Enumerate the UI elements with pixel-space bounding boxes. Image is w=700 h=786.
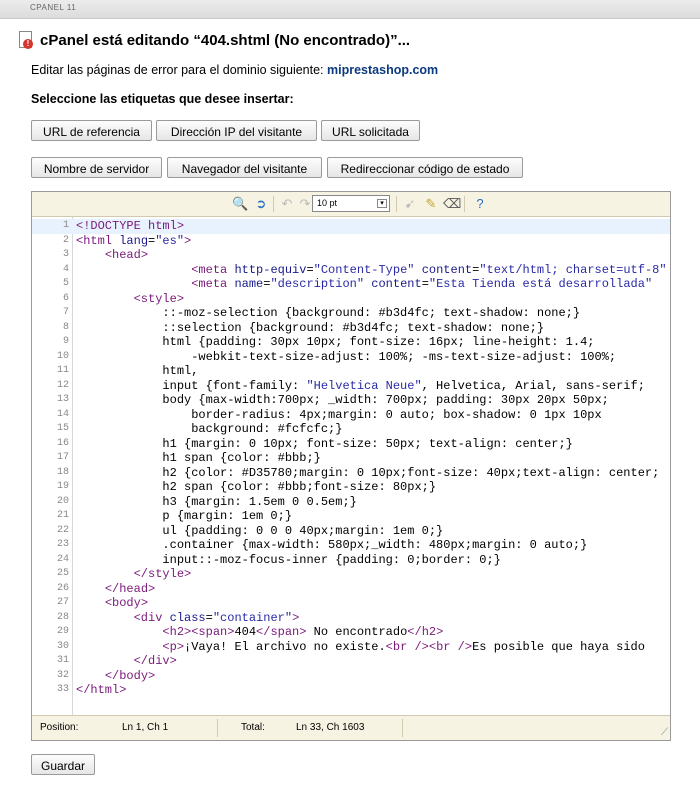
search-icon[interactable]: 🔍 xyxy=(232,196,249,211)
line-number: 16 xyxy=(56,437,69,449)
code-text: h2 span {color: #bbb;font-size: 80px;} xyxy=(76,480,437,494)
domain-description-text: Editar las páginas de error para el dominio siguiente: xyxy=(31,63,324,77)
code-text: input {font-family: "Helvetica Neue", Helvetica, Arial, sans-serif; xyxy=(76,378,645,393)
help-icon[interactable]: ? xyxy=(476,196,484,211)
domain-description xyxy=(31,63,438,77)
code-line xyxy=(32,538,670,553)
url-reference-button[interactable]: URL de referencia xyxy=(31,120,152,141)
code-line xyxy=(32,437,670,452)
goto-line-icon[interactable]: ➲ xyxy=(255,196,267,211)
code-text: <!DOCTYPE html> xyxy=(76,219,185,233)
line-number: 7 xyxy=(62,307,69,318)
code-line xyxy=(32,640,670,655)
code-text: border-radius: 4px;margin: 0 auto; box-shadow: 0 1px 10px xyxy=(76,407,602,422)
line-number: 19 xyxy=(56,481,69,492)
code-text: -webkit-text-size-adjust: 100%; -ms-text-size-adjust: 100%; xyxy=(76,349,617,364)
code-text: ::-moz-selection {background: #b3d4fc; text-shadow: none;} xyxy=(76,306,581,320)
redirect-status-button[interactable]: Redireccionar código de estado xyxy=(327,157,523,178)
line-number: 20 xyxy=(56,495,69,507)
line-number: 29 xyxy=(56,626,69,637)
code-text: ::selection {background: #b3d4fc; text-shadow: none;} xyxy=(76,320,545,335)
code-line xyxy=(32,393,670,408)
code-line xyxy=(32,582,670,597)
code-line xyxy=(32,263,670,278)
line-number: 23 xyxy=(56,539,69,550)
total-label: Total: xyxy=(241,722,265,733)
code-line xyxy=(32,509,670,524)
line-number: 8 xyxy=(62,321,69,333)
line-number: 28 xyxy=(56,611,69,623)
code-line xyxy=(32,248,670,263)
select-tags-heading: Seleccione las etiquetas que desee insertar: xyxy=(31,92,294,106)
code-text: <p>¡Vaya! El archivo no existe.<br /><br />Es posible que haya sido xyxy=(162,639,645,654)
line-number: 22 xyxy=(56,524,69,536)
code-line xyxy=(32,654,670,669)
code-text: body {max-width:700px; _width: 700px; padding: 30px 20px 50px; xyxy=(76,393,609,407)
code-text: input::-moz-focus-inner {padding: 0;border: 0;} xyxy=(76,552,501,567)
line-number: 13 xyxy=(56,394,69,405)
code-text: h1 span {color: #bbb;} xyxy=(76,451,321,465)
code-editor[interactable] xyxy=(31,191,671,741)
line-number: 15 xyxy=(56,423,69,434)
code-line xyxy=(32,219,670,234)
line-number: 32 xyxy=(56,669,69,681)
line-number: 25 xyxy=(56,568,69,579)
domain-name: miprestashop.com xyxy=(327,63,439,77)
page-title-row xyxy=(18,31,410,49)
visitor-ip-button[interactable]: Dirección IP del visitante xyxy=(156,120,317,141)
line-number: 6 xyxy=(62,292,69,304)
code-text: <div class="container"> xyxy=(133,610,300,625)
code-line xyxy=(32,480,670,495)
code-text: <meta http-equiv="Content-Type" content="text/html; charset=utf-8" xyxy=(191,262,667,277)
error-document-icon: ! xyxy=(18,31,34,49)
line-number: 1 xyxy=(62,220,69,231)
page-title: cPanel está editando “404.shtml (No encontrado)”... xyxy=(40,31,411,49)
line-number: 3 xyxy=(62,249,69,260)
code-line xyxy=(32,495,670,510)
code-text: h1 {margin: 0 10px; font-size: 50px; text-align: center;} xyxy=(76,436,573,451)
code-text: html {padding: 30px 10px; font-size: 16px; line-height: 1.4; xyxy=(76,335,595,349)
line-number: 27 xyxy=(56,597,69,608)
code-line xyxy=(32,669,670,684)
top-bar xyxy=(0,0,700,19)
code-text: <body> xyxy=(104,596,149,610)
code-text: <head> xyxy=(104,248,149,262)
line-number: 26 xyxy=(56,582,69,594)
code-line xyxy=(32,422,670,437)
code-line xyxy=(32,683,670,698)
code-line xyxy=(32,379,670,394)
position-label: Position: xyxy=(40,722,79,733)
code-line xyxy=(32,451,670,466)
line-number: 14 xyxy=(56,408,69,420)
code-text: ul {padding: 0 0 0 40px;margin: 1em 0;} xyxy=(76,523,444,538)
eraser-icon[interactable]: ⌫ xyxy=(443,196,462,211)
line-number: 30 xyxy=(56,640,69,652)
requested-url-button[interactable]: URL solicitada xyxy=(321,120,420,141)
line-number: 24 xyxy=(56,553,69,565)
position-value: Ln 1, Ch 1 xyxy=(122,722,169,733)
resize-grip-icon[interactable]: ⟋ xyxy=(661,727,668,738)
server-name-button[interactable]: Nombre de servidor xyxy=(31,157,162,178)
code-text: background: #fcfcfc;} xyxy=(76,422,343,436)
code-line xyxy=(32,567,670,582)
code-text: </style> xyxy=(133,567,192,581)
code-text: p {margin: 1em 0;} xyxy=(76,509,293,523)
code-line xyxy=(32,611,670,626)
code-line xyxy=(32,408,670,423)
code-text: .container {max-width: 580px;_width: 480px;margin: 0 auto;} xyxy=(76,538,588,552)
font-size-select[interactable] xyxy=(312,195,390,212)
code-line xyxy=(32,350,670,365)
line-number: 9 xyxy=(62,336,69,347)
editor-toolbar xyxy=(32,192,670,217)
code-area[interactable] xyxy=(32,217,670,715)
line-number: 2 xyxy=(62,234,69,246)
code-text: h2 {color: #D35780;margin: 0 10px;font-size: 40px;text-align: center; xyxy=(76,465,660,480)
line-number: 17 xyxy=(56,452,69,463)
code-line xyxy=(32,596,670,611)
line-number: 12 xyxy=(56,379,69,391)
code-line xyxy=(32,277,670,292)
line-number: 10 xyxy=(56,350,69,362)
chevron-down-icon: ▾ xyxy=(377,199,387,208)
save-button[interactable]: Guardar xyxy=(31,754,95,775)
code-text: h3 {margin: 1.5em 0 0.5em;} xyxy=(76,494,357,509)
code-text: </body> xyxy=(104,668,156,683)
code-text: </div> xyxy=(133,654,177,668)
font-size-value: 10 pt xyxy=(317,198,338,208)
code-line xyxy=(32,306,670,321)
line-number: 21 xyxy=(56,510,69,521)
code-line xyxy=(32,292,670,307)
code-line xyxy=(32,625,670,640)
line-number: 5 xyxy=(62,278,69,289)
code-text: <html lang="es"> xyxy=(76,233,192,248)
line-number: 4 xyxy=(62,263,69,275)
code-text: </head> xyxy=(104,581,156,596)
brand-label: CPANEL 11 xyxy=(30,3,77,12)
code-line xyxy=(32,321,670,336)
code-line xyxy=(32,364,670,379)
code-line xyxy=(32,335,670,350)
visitor-browser-button[interactable]: Navegador del visitante xyxy=(167,157,322,178)
redo-icon[interactable]: ↷ xyxy=(299,196,311,211)
line-number: 33 xyxy=(56,684,69,695)
line-number: 31 xyxy=(56,655,69,666)
undo-icon[interactable]: ↶ xyxy=(281,196,293,211)
total-value: Ln 33, Ch 1603 xyxy=(296,722,365,733)
code-line xyxy=(32,553,670,568)
code-text: html, xyxy=(76,364,199,378)
line-number: 11 xyxy=(56,365,69,376)
magic-wand-icon[interactable]: ✎ xyxy=(425,196,437,211)
line-number: 18 xyxy=(56,466,69,478)
code-text: <meta name="description" content="Esta Tienda está desarrollada" xyxy=(191,277,653,291)
code-line xyxy=(32,524,670,539)
code-line xyxy=(32,466,670,481)
highlight-icon[interactable]: ➹ xyxy=(404,196,416,211)
code-text: <h2><span>404</span> No encontrado</h2> xyxy=(162,625,444,639)
code-line xyxy=(32,234,670,249)
code-text: <style> xyxy=(133,291,185,306)
editor-statusbar xyxy=(32,715,670,740)
code-text: </html> xyxy=(76,683,127,697)
